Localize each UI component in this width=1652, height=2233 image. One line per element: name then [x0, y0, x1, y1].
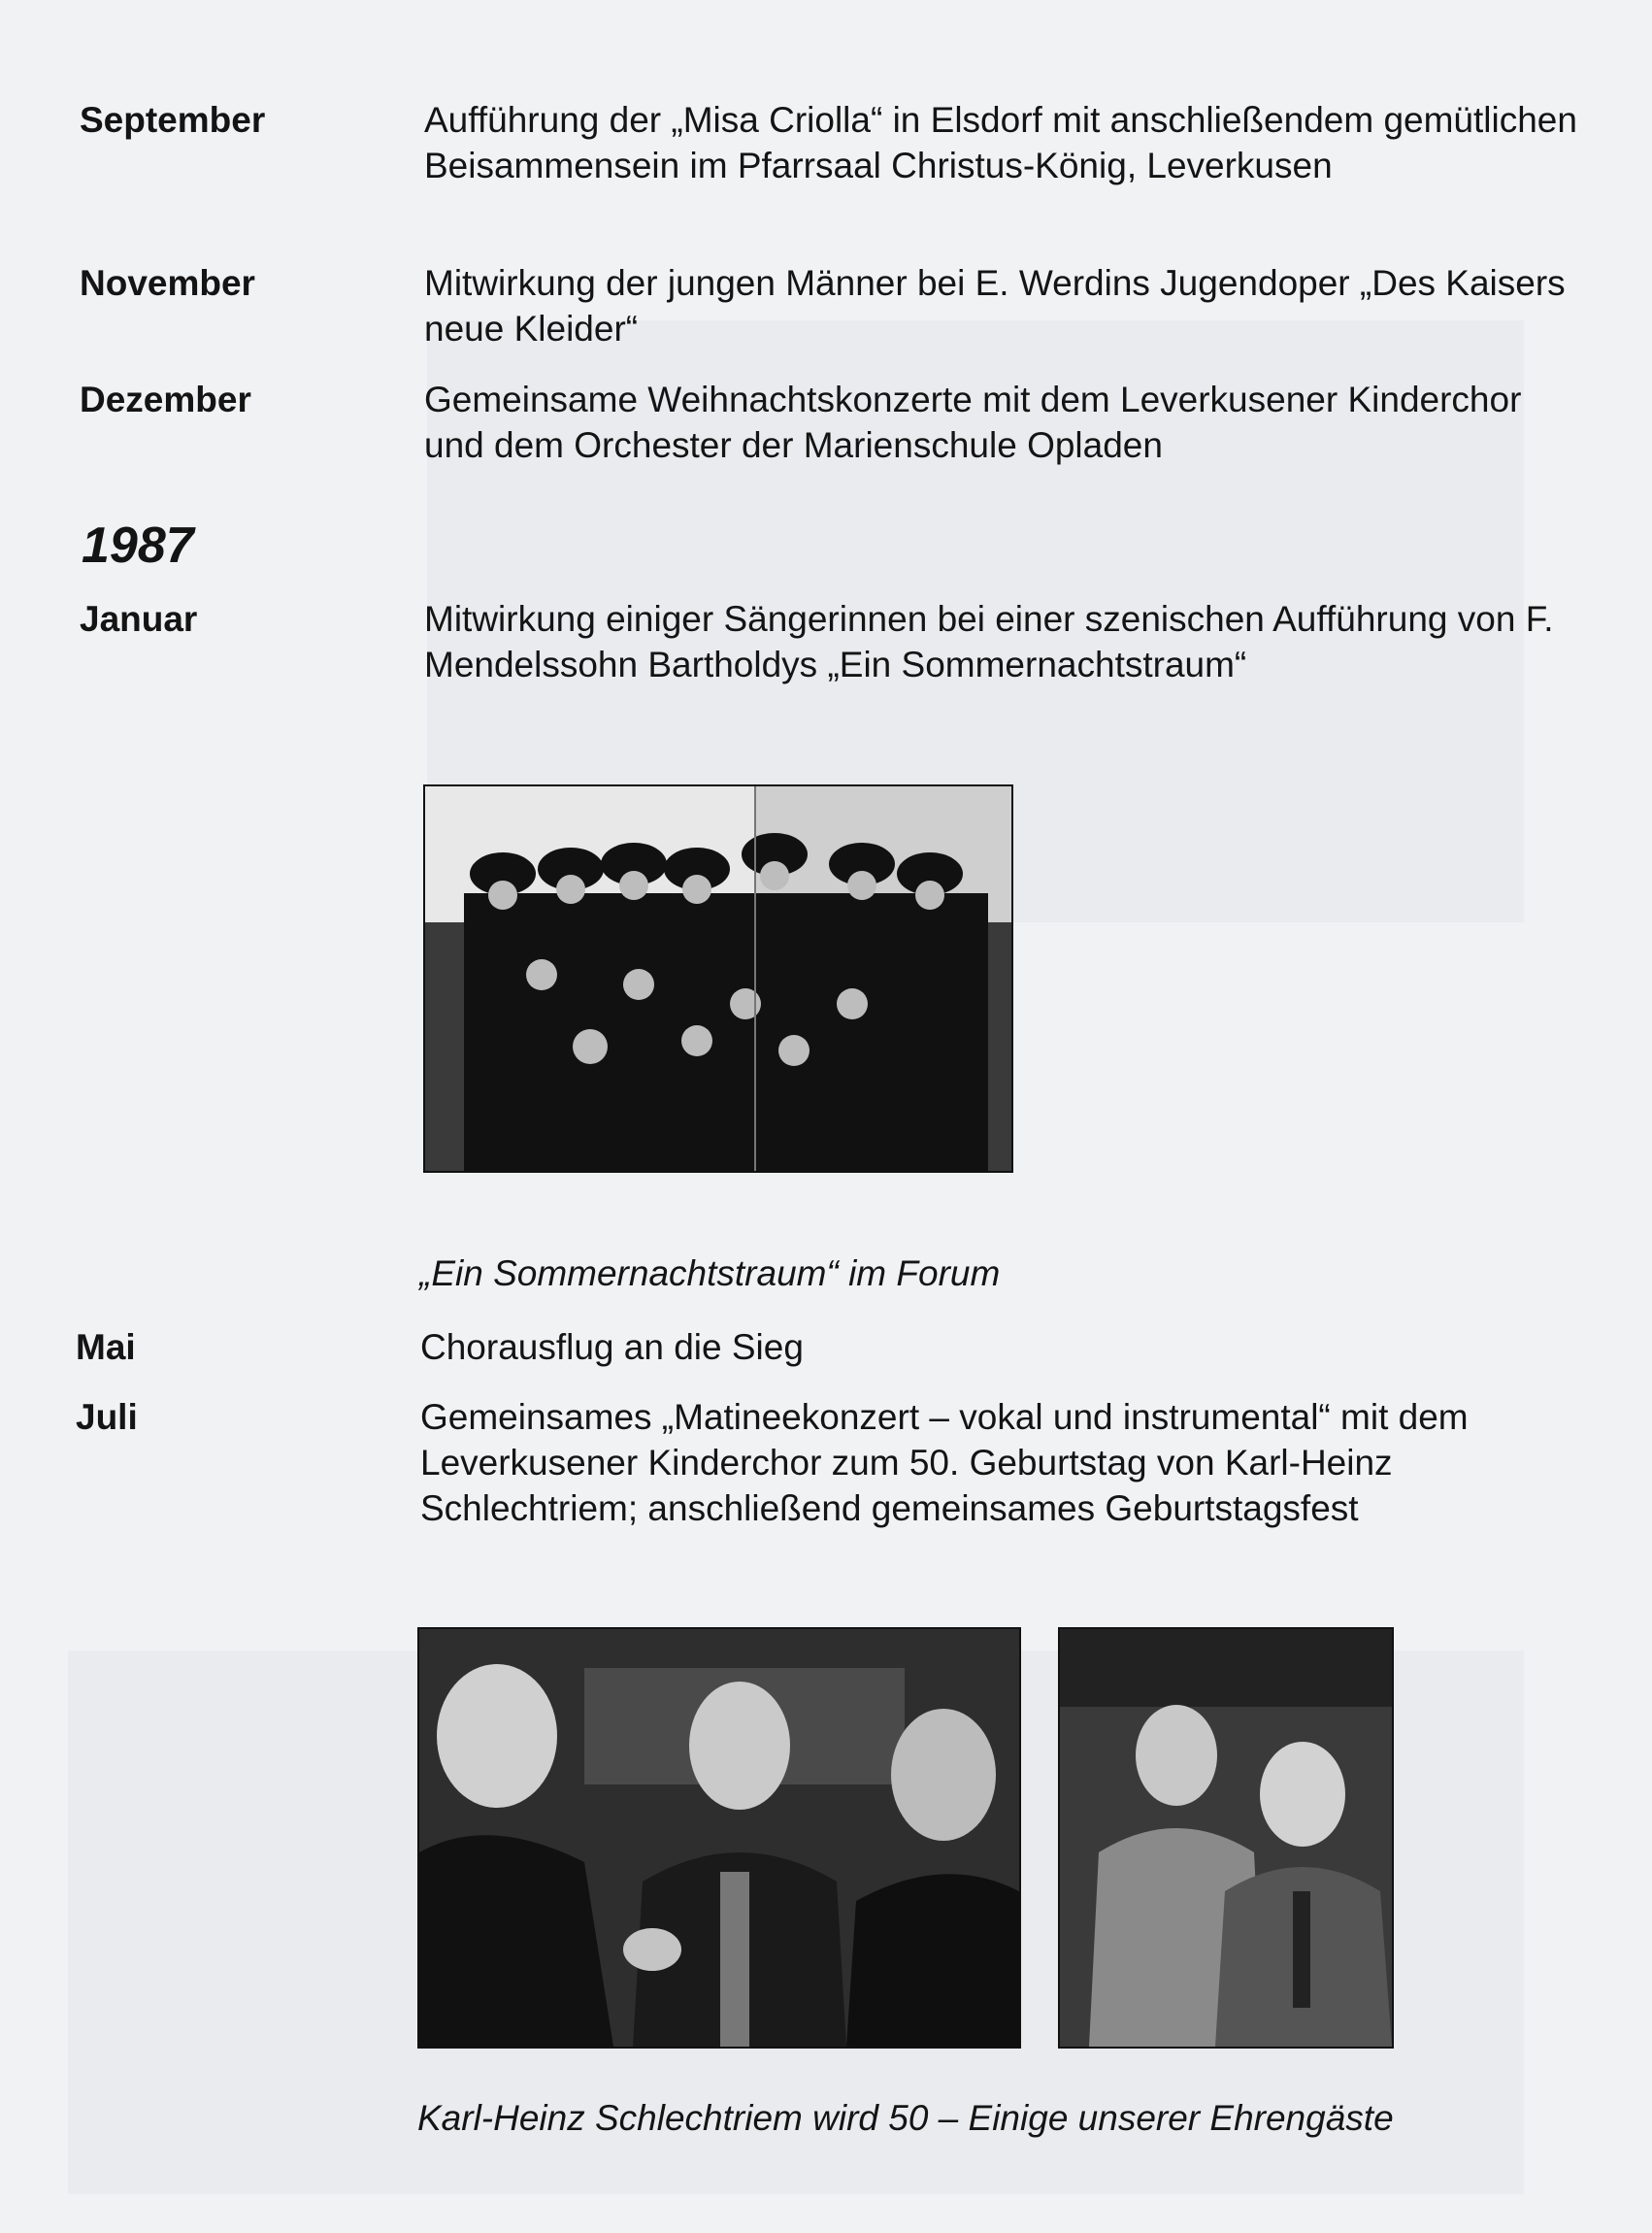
- entry-text: Gemeinsames „Matineekonzert – vokal und instrumental“ mit dem Leverkusener Kinderchor zum 50. Geburtstag von Karl-Heinz Schlechtriem; anschließend gemeinsames Geburtstagsfest: [420, 1397, 1469, 1528]
- entry-text: Mitwirkung einiger Sängerinnen bei einer szenischen Aufführung von F. Mendelssohn Bartholdys „Ein Sommernachtstraum“: [424, 599, 1554, 684]
- choir-photo: [423, 784, 1013, 1173]
- entry-month: Juli: [76, 1397, 138, 1437]
- entry-text: Aufführung der „Misa Criolla“ in Elsdorf mit anschließendem gemütlichen Beisammensein im Pfarrsaal Christus-König, Leverkusen: [424, 100, 1577, 185]
- year-heading: 1987: [82, 517, 194, 574]
- seated-guests-illustration: [1060, 1629, 1392, 2047]
- photo1-caption: „Ein Sommernachtstraum“ im Forum: [419, 1253, 1001, 1293]
- entry-month: September: [80, 100, 266, 140]
- entry-month: Dezember: [80, 380, 251, 419]
- entry-month: November: [80, 263, 255, 303]
- seated-guests-photo: [1058, 1627, 1394, 2049]
- entry-text: Mitwirkung der jungen Männer bei E. Werdins Jugendoper „Des Kaisers neue Kleider“: [424, 263, 1566, 349]
- entry-month: Januar: [80, 599, 198, 639]
- birthday-guests-illustration: [419, 1629, 1019, 2047]
- choir-photo-illustration: [425, 786, 1011, 1171]
- entry-text: Gemeinsame Weihnachtskonzerte mit dem Leverkusener Kinderchor und dem Orchester der Marienschule Opladen: [424, 380, 1522, 465]
- photo2-caption: Karl-Heinz Schlechtriem wird 50 – Einige unserer Ehrengäste: [417, 2098, 1394, 2138]
- entry-text: Chorausflug an die Sieg: [420, 1327, 804, 1367]
- entry-month: Mai: [76, 1327, 136, 1367]
- birthday-guests-photo: [417, 1627, 1021, 2049]
